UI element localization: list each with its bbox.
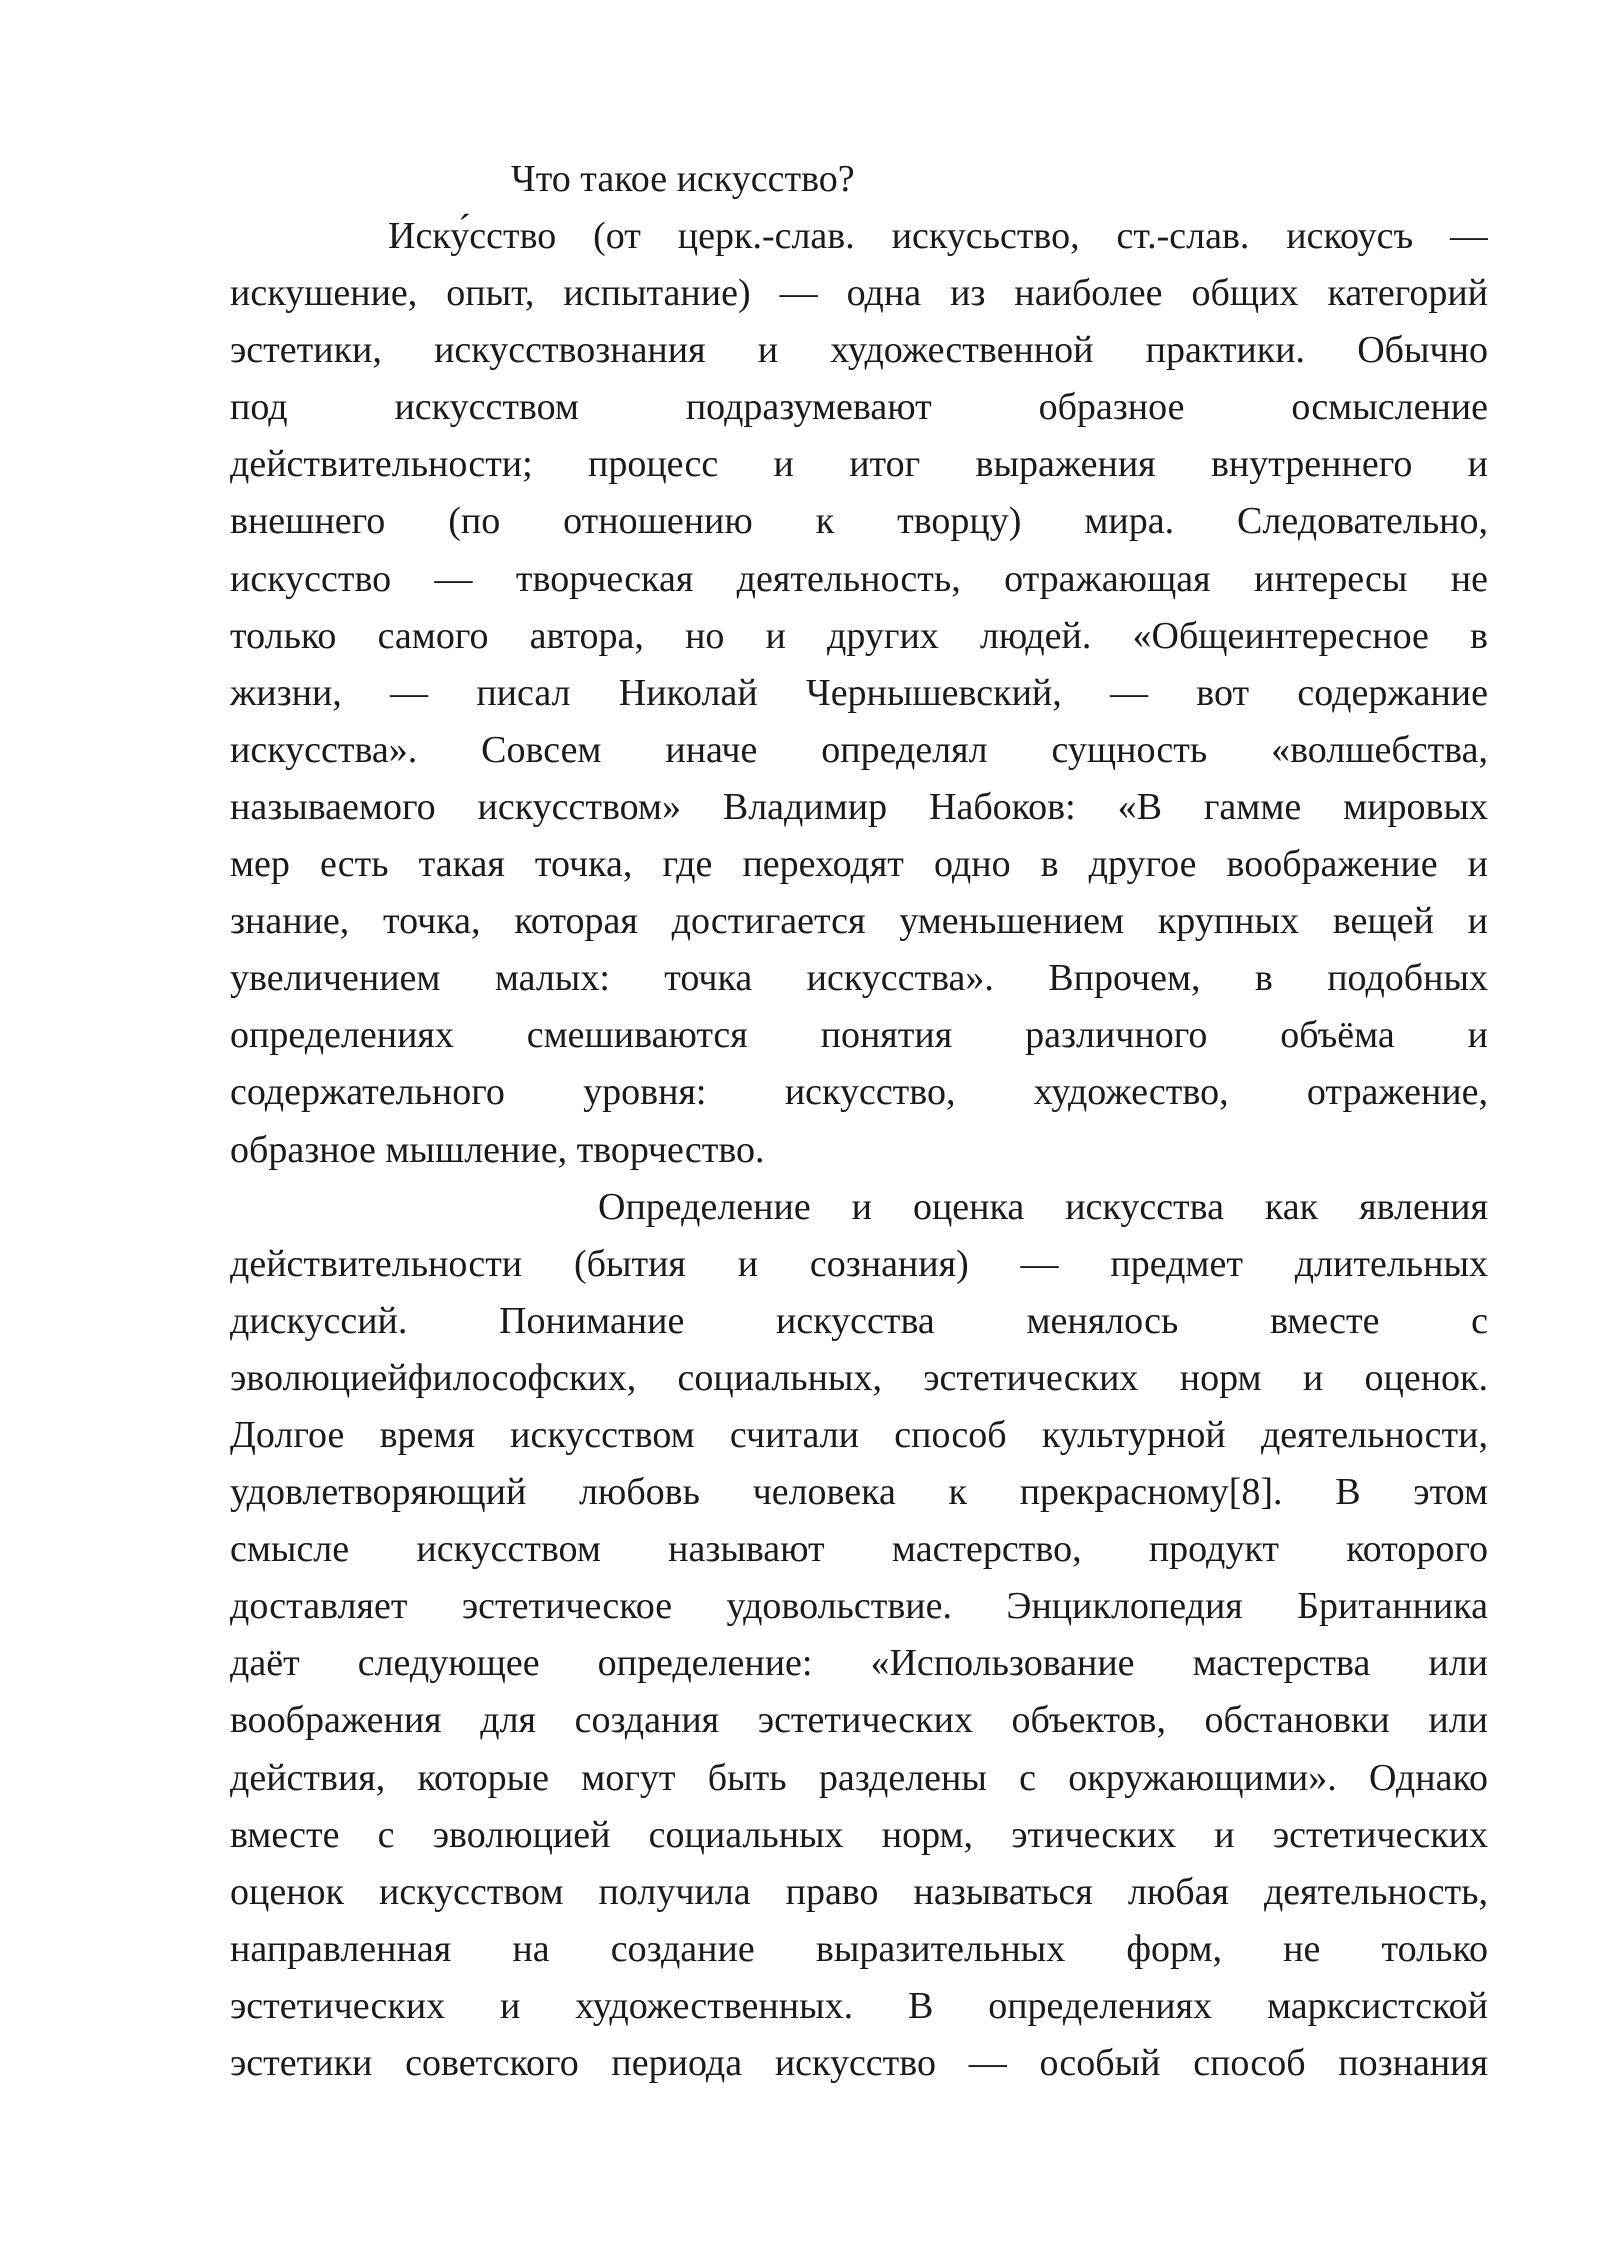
text-line: действительности; процесс и итог выражения внутреннего и [230, 443, 1488, 486]
text-line: дискуссий. Понимание искусства менялось вместе с [230, 1299, 1488, 1342]
text-line: знание, точка, которая достигается уменьшением крупных вещей и [230, 900, 1488, 943]
text-line: воображения для создания эстетических объектов, обстановки или [230, 1699, 1488, 1742]
text-line: под искусством подразумевают образное осмысление [230, 386, 1488, 429]
document-body [230, 208, 1488, 2092]
text-line: жизни, — писал Николай Чернышевский, — вот содержание [230, 671, 1488, 714]
document-title: Что такое искусство? [511, 158, 855, 200]
text-line: только самого автора, но и других людей. «Общеинтересное в [230, 614, 1488, 657]
text-line: направленная на создание выразительных форм, не только [230, 1927, 1488, 1970]
text-line: увеличением малых: точка искусства». Впрочем, в подобных [230, 957, 1488, 1000]
text-line: доставляет эстетическое удовольствие. Энциклопедия Британника [230, 1585, 1488, 1628]
text-line: эстетических и художественных. В определениях марксистской [230, 1984, 1488, 2027]
text-line: действительности (бытия и сознания) — предмет длительных [230, 1242, 1488, 1285]
text-line: называемого искусством» Владимир Набоков: «В гамме мировых [230, 785, 1488, 828]
text-line: даёт следующее определение: «Использование мастерства или [230, 1642, 1488, 1685]
text-line: образное мышление, творчество. [230, 1128, 765, 1171]
text-line: действия, которые могут быть разделены с окружающими». Однако [230, 1756, 1488, 1799]
text-line: мер есть такая точка, где переходят одно в другое воображение и [230, 843, 1488, 886]
text-line: искусства». Совсем иначе определял сущность «волшебства, [230, 728, 1488, 771]
text-line: эстетики советского периода искусство — особый способ познания [230, 2042, 1488, 2084]
text-line: Иску́сство (от церк.-слав. искусьство, ст.-слав. искоусъ — [388, 215, 1488, 257]
text-line: оценок искусством получила право называться любая деятельность, [230, 1870, 1488, 1913]
text-line: смысле искусством называют мастерство, продукт которого [230, 1528, 1488, 1571]
text-line: определениях смешиваются понятия различного объёма и [230, 1014, 1488, 1057]
text-line: удовлетворяющий любовь человека к прекрасному[8]. В этом [230, 1471, 1488, 1514]
text-line: искусство — творческая деятельность, отражающая интересы не [230, 557, 1488, 600]
text-line: эстетики, искусствознания и художественной практики. Обычно [230, 329, 1488, 372]
text-line: Долгое время искусством считали способ культурной деятельности, [230, 1413, 1488, 1456]
text-line: внешнего (по отношению к творцу) мира. Следовательно, [230, 500, 1488, 543]
text-line: вместе с эволюцией социальных норм, этических и эстетических [230, 1813, 1488, 1856]
text-line: Определение и оценка искусства как явления [598, 1185, 1488, 1228]
text-line: эволюциейфилософских, социальных, эстетических норм и оценок. [230, 1356, 1488, 1399]
text-line: содержательного уровня: искусство, художество, отражение, [230, 1071, 1488, 1114]
text-line: искушение, опыт, испытание) — одна из наиболее общих категорий [230, 272, 1488, 315]
